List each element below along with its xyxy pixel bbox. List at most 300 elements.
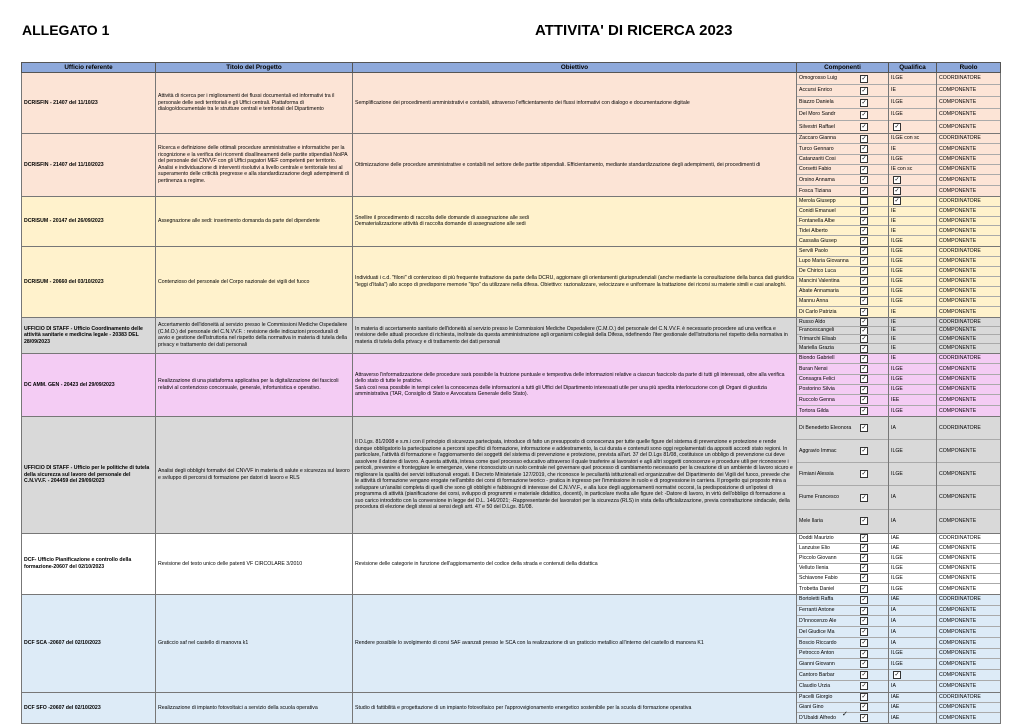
- qualifica-text: IAE: [891, 714, 900, 721]
- qualifica-value: [889, 247, 936, 257]
- ruolo-value: COMPONENTE: [939, 518, 977, 525]
- ruolo-value: COORDINATORE: [937, 197, 1000, 207]
- ruolo-value: COMPONENTE: [937, 277, 1000, 287]
- checkbox-icon[interactable]: ✓: [861, 545, 867, 552]
- ruolo-cell: [937, 416, 1001, 533]
- ruolo-value: COMPONENTE: [939, 714, 977, 721]
- qualifica-text: ILGE: [891, 386, 903, 393]
- ruolo-cell: [937, 692, 1001, 723]
- componente-entry: [797, 207, 888, 217]
- titolo-cell: Realizzazione di impianto fotovoltaici a servizio della scuola operativa: [156, 692, 353, 723]
- qualifica-text: IA: [891, 683, 896, 690]
- ruolo-value: COMPONENTE: [937, 440, 1000, 463]
- componenti-cell: [797, 353, 889, 416]
- componente-name: Fontanella Albe: [799, 217, 835, 224]
- qualifica-value: [889, 510, 936, 533]
- ruolo-cell: [937, 73, 1001, 134]
- qualifica-checkbox-icon[interactable]: ✓: [894, 176, 900, 183]
- componente-name: Turco Gennaro: [799, 145, 834, 152]
- componente-name: De Chirico Luca: [799, 268, 836, 275]
- checkbox-icon[interactable]: ✓: [861, 639, 867, 646]
- qualifica-text: IAE: [891, 704, 900, 710]
- qualifica-value: [889, 344, 936, 353]
- componente-name: Di Carlo Patrizia: [799, 308, 837, 315]
- qualifica-cell: [889, 246, 937, 317]
- ruolo-value: COMPONENTE: [939, 123, 977, 130]
- qualifica-checkbox-icon[interactable]: ✓: [894, 198, 900, 205]
- componente-name: Consagra Felici: [799, 376, 836, 383]
- componente-entry: [797, 627, 888, 638]
- componente-entry: [797, 277, 888, 287]
- componente-entry: [797, 649, 888, 660]
- componente-name: Servili Paolo: [799, 248, 828, 255]
- qualifica-cell: [889, 692, 937, 723]
- componente-name: Fimiani Alessia: [799, 471, 834, 478]
- qualifica-text: IE: [891, 145, 896, 152]
- qualifica-value: [889, 175, 936, 185]
- componente-entry: [797, 97, 888, 109]
- qualifica-text: IE: [891, 327, 896, 334]
- qualifica-text: IE: [891, 308, 896, 315]
- qualifica-text: IA: [891, 518, 896, 525]
- componente-entry: [797, 247, 888, 257]
- qualifica-value: [889, 257, 936, 267]
- componente-entry: [797, 574, 888, 584]
- ruolo-value: COMPONENTE: [937, 257, 1000, 267]
- qualifica-value: [889, 144, 936, 154]
- table-row: [22, 196, 1001, 246]
- checkbox-icon[interactable]: ✓: [861, 227, 867, 234]
- qualifica-text: ILGE: [891, 447, 903, 454]
- componente-entry: [797, 616, 888, 627]
- ruolo-cell: [937, 533, 1001, 594]
- qualifica-text: ILGE: [891, 585, 903, 592]
- ruolo-cell: [937, 134, 1001, 197]
- checkbox-icon[interactable]: ✓: [861, 268, 867, 275]
- qualifica-value: [889, 297, 936, 307]
- qualifica-text: ILGE: [891, 298, 903, 305]
- componente-name: Cantoro Barbar: [799, 671, 835, 678]
- qualifica-text: IE: [891, 336, 896, 343]
- table-row: [22, 134, 1001, 197]
- ufficio-cell: UFFICIO DI STAFF - Ufficio Coordinamento delle attività sanitarie e medicina legale - 20383 DEL 28/09/2023: [22, 317, 156, 353]
- titolo-cell: Attività di ricerca per i miglioramenti dei flussi documentali ed informativi tra il personale delle sedi territoriali e gli Uffici centrali. Piattaforma di dialogo/documentale tra le strutture centrali e territoriali del Dipartimento: [156, 73, 353, 134]
- componente-name: Mariella Grazia: [799, 345, 834, 352]
- checkbox-icon[interactable]: ✓: [861, 376, 867, 383]
- componente-name: Fiume Francesco: [799, 494, 840, 501]
- checkbox-icon[interactable]: ✓: [861, 135, 867, 142]
- componenti-cell: [797, 196, 889, 246]
- componente-entry: [797, 364, 888, 374]
- qualifica-cell: [889, 594, 937, 692]
- componenti-cell: [797, 134, 889, 197]
- checkbox-icon[interactable]: ✓: [861, 518, 867, 525]
- componente-entry: [797, 406, 888, 416]
- checkbox-icon[interactable]: [860, 197, 868, 205]
- qualifica-text: ILGE: [891, 258, 903, 265]
- qualifica-text: ILGE: [891, 575, 903, 582]
- qualifica-value: [889, 97, 936, 109]
- componente-name: Biondo Gabriell: [799, 355, 835, 362]
- col-componenti: Componenti: [797, 63, 889, 73]
- ruolo-cell: [937, 353, 1001, 416]
- qualifica-value: [889, 134, 936, 144]
- componente-entry: [797, 197, 888, 207]
- ufficio-cell: DCF- Ufficio Pianificazione e controllo della formazione-20607 del 02/10/2023: [22, 533, 156, 594]
- componente-name: Mele Ilaria: [799, 518, 823, 525]
- qualifica-text: IA: [891, 607, 896, 614]
- ruolo-value: COMPONENTE: [937, 175, 1000, 185]
- qualifica-checkbox-icon[interactable]: ✓: [894, 672, 900, 679]
- qualifica-value: [889, 217, 936, 227]
- qualifica-value: [889, 364, 936, 374]
- qualifica-value: [889, 574, 936, 584]
- qualifica-value: [889, 287, 936, 297]
- qualifica-cell: [889, 73, 937, 134]
- document-title: ATTIVITA' DI RICERCA 2023: [535, 22, 733, 39]
- ruolo-value: COMPONENTE: [937, 385, 1000, 395]
- checkbox-icon[interactable]: ✓: [861, 596, 867, 603]
- checkbox-icon[interactable]: ✓: [861, 365, 867, 372]
- ruolo-value: COMPONENTE: [937, 649, 1000, 660]
- table-header-row: [22, 63, 1001, 73]
- qualifica-value: [889, 375, 936, 385]
- componente-name: Giani Gino: [799, 704, 824, 710]
- checkbox-icon[interactable]: ✓: [861, 704, 867, 711]
- checkbox-icon[interactable]: ✓: [861, 565, 867, 572]
- checkbox-icon[interactable]: ✓: [861, 355, 867, 362]
- qualifica-value: [889, 417, 936, 440]
- qualifica-value: [889, 236, 936, 246]
- qualifica-text: ILGE: [891, 156, 903, 163]
- qualifica-value: [889, 486, 936, 509]
- checkbox-icon[interactable]: ✓: [861, 248, 867, 255]
- componente-name: Russo Aldo: [799, 318, 826, 325]
- qualifica-text: IA: [891, 639, 896, 646]
- qualifica-text: IE con sc: [891, 166, 913, 173]
- table-row: [22, 533, 1001, 594]
- qualifica-value: [889, 327, 936, 336]
- qualifica-value: [889, 85, 936, 97]
- qualifica-text: IE: [891, 227, 896, 234]
- titolo-cell: Assegnazione alle sedi: inserimento domanda da parte del dipendente: [156, 196, 353, 246]
- qualifica-text: IA: [891, 628, 896, 635]
- qualifica-value: [889, 73, 936, 85]
- qualifica-value: [889, 406, 936, 416]
- ruolo-cell: [937, 594, 1001, 692]
- componente-entry: [797, 670, 888, 681]
- obiettivo-cell: Individuati i c.d. "filoni" di contenzioso di più frequente trattazione da parte della DCRU, aggiornare gli orientamenti giurisprudenziali (anche mediante la consultazione della banca dati giuridica "leggi d'Italia") allo scopo di predisporre memorie "tipo" da utilizzare nella difesa. Obiettivo: razionalizzare, velocizzare e uniformare la trattazione dei ricorsi su materie simili e casi analoghi.: [353, 246, 797, 317]
- qualifica-value: [889, 627, 936, 638]
- checkbox-icon[interactable]: ✓: [861, 407, 867, 414]
- checkbox-icon[interactable]: ✓: [861, 585, 867, 592]
- checkbox-icon[interactable]: ✓: [861, 683, 867, 690]
- table-row: [22, 416, 1001, 533]
- obiettivo-cell: Ottimizzazione delle procedure amministrative e contabili nel settore delle partite stipendiali. Efficientamento, mediante standardizzazione degli adempimenti, dei procedimenti di: [353, 134, 797, 197]
- titolo-cell: Contenzioso del personale del Corpo nazionale dei vigili del fuoco: [156, 246, 353, 317]
- componente-name: D'Innocenzo Ale: [799, 618, 837, 625]
- ruolo-value: COORDINATORE: [937, 595, 1000, 606]
- checkbox-icon[interactable]: ✓: [861, 208, 867, 215]
- col-ufficio: Ufficio referente: [22, 63, 156, 73]
- componente-entry: [797, 584, 888, 594]
- componente-entry: [797, 554, 888, 564]
- titolo-cell: Realizzazione di una piattaforma applicativa per la digitalizzazione dei fascicoli relativi al contenzioso concorsuale, generale, infortunistica e operativo.: [156, 353, 353, 416]
- checkbox-icon[interactable]: ✓: [861, 75, 867, 82]
- componente-entry: [797, 73, 888, 85]
- componente-entry: [797, 638, 888, 649]
- qualifica-text: IAE: [891, 535, 900, 542]
- checkbox-icon[interactable]: ✓: [861, 145, 867, 152]
- componente-entry: [797, 693, 888, 703]
- qualifica-value: [889, 318, 936, 327]
- checkbox-icon[interactable]: ✓: [861, 555, 867, 562]
- checkbox-icon[interactable]: ✓: [861, 318, 867, 325]
- table-row: [22, 246, 1001, 317]
- componente-name: Fosca Tiziana: [799, 187, 832, 194]
- ruolo-value: COMPONENTE: [937, 574, 1000, 584]
- componenti-cell: [797, 594, 889, 692]
- qualifica-checkbox-icon[interactable]: ✓: [894, 187, 900, 194]
- qualifica-text: IE: [891, 345, 896, 352]
- ruolo-value: COORDINATORE: [937, 134, 1000, 144]
- qualifica-value: [889, 564, 936, 574]
- componente-name: Del Moro Sandr: [799, 111, 836, 118]
- ruolo-value: COMPONENTE: [939, 585, 977, 592]
- qualifica-value: [889, 713, 936, 723]
- checkbox-icon[interactable]: ✓: [861, 298, 867, 305]
- checkbox-icon[interactable]: ✓: [861, 187, 867, 194]
- componente-entry: [797, 109, 888, 121]
- qualifica-text: ILGE: [891, 650, 903, 657]
- componente-entry: [797, 165, 888, 175]
- checkbox-icon[interactable]: ✓: [861, 111, 867, 118]
- qualifica-text: IE: [891, 87, 896, 94]
- ruolo-value: COMPONENTE: [937, 670, 1000, 681]
- ruolo-value: COMPONENTE: [937, 109, 1000, 121]
- componente-entry: [797, 375, 888, 385]
- ruolo-value: COORDINATORE: [937, 318, 1000, 327]
- componente-entry: [797, 395, 888, 405]
- componente-name: Buran Nensi: [799, 365, 828, 372]
- componente-name: Mancini Valentina: [799, 278, 840, 285]
- table-row: [22, 317, 1001, 353]
- componente-name: Catanzariti Cosi: [799, 156, 836, 163]
- checkbox-icon[interactable]: ✓: [861, 258, 867, 265]
- obiettivo-cell: Semplificazione dei procedimenti amministrativi e contabili, attraverso l'efficientamento dei flussi informativi con dialogo e documentazione digitale: [353, 73, 797, 134]
- checkbox-icon[interactable]: ✓: [861, 278, 867, 285]
- qualifica-text: IE: [891, 207, 896, 214]
- componente-name: Omogrosso Luig: [799, 75, 838, 82]
- componente-entry: [797, 134, 888, 144]
- obiettivo-cell: Attraverso l'informatizzazione delle procedure sarà possibile la fruizione puntuale e tempestiva delle informazioni relative a ciascun fascicolo da parte di tutti gli interessati, oltre alla verifica dello stato di tutte le pratiche. Sarà così resa possibile in tempi celeri la conoscenza delle informazioni a tutti gli Uffici del Dipartimento interessati utile per una più spedita interlocuzione con gli Organi di giustizia amministrativa (TAR, Consiglio di Stato e Avvocatura Generale dello Stato).: [353, 353, 797, 416]
- checkbox-icon[interactable]: ✓: [861, 629, 867, 636]
- checkbox-icon[interactable]: ✓: [861, 288, 867, 295]
- qualifica-cell: [889, 353, 937, 416]
- checkbox-icon[interactable]: ✓: [861, 535, 867, 542]
- qualifica-text: IEE: [891, 396, 900, 403]
- qualifica-text: ILGE: [891, 471, 903, 478]
- ruolo-value: COMPONENTE: [937, 606, 1000, 617]
- componente-name: Orsino Annama: [799, 176, 835, 183]
- componente-entry: [797, 417, 888, 440]
- componente-name: Mannu Anna: [799, 298, 829, 305]
- ruolo-value: COMPONENTE: [937, 638, 1000, 649]
- table-row: [22, 73, 1001, 134]
- checkbox-icon[interactable]: ✓: [861, 386, 867, 393]
- componente-name: Petrocco Anton: [799, 650, 835, 657]
- qualifica-text: ILGE: [891, 365, 903, 372]
- componente-name: Doddi Maurizio: [799, 535, 834, 542]
- ruolo-value: COMPONENTE: [937, 554, 1000, 564]
- ufficio-cell: DCF SFO -20607 del 02/10/2023: [22, 692, 156, 723]
- qualifica-checkbox-icon[interactable]: ✓: [894, 124, 900, 130]
- ufficio-cell: DCRISUM - 20660 del 03/10/2023: [22, 246, 156, 317]
- ufficio-cell: DC AMM. GEN - 20423 del 29/09/2023: [22, 353, 156, 416]
- componente-name: Trobetta Daniel: [799, 585, 835, 592]
- componente-entry: [797, 681, 888, 692]
- ruolo-value: COMPONENTE: [937, 486, 1000, 509]
- qualifica-value: [889, 186, 936, 196]
- componente-entry: [797, 354, 888, 364]
- ruolo-value: COORDINATORE: [937, 417, 1000, 440]
- checkbox-icon[interactable]: ✓: [861, 238, 867, 245]
- componente-entry: [797, 307, 888, 317]
- qualifica-value: [889, 584, 936, 594]
- qualifica-text: ILGE: [891, 268, 903, 275]
- qualifica-value: [889, 670, 936, 681]
- qualifica-value: [889, 534, 936, 544]
- checkbox-icon[interactable]: ✓: [861, 471, 867, 478]
- componente-entry: [797, 534, 888, 544]
- componenti-cell: [797, 73, 889, 134]
- componente-entry: [797, 440, 888, 463]
- checkbox-icon[interactable]: ✓: [861, 345, 867, 352]
- checkbox-icon[interactable]: ✓: [861, 425, 867, 432]
- qualifica-text: IA: [891, 618, 896, 625]
- allegato-label: ALLEGATO 1: [22, 22, 110, 38]
- componente-name: Velluto Ilenia: [799, 565, 829, 572]
- ruolo-value: COMPONENTE: [937, 627, 1000, 638]
- qualifica-text: ILGE: [891, 555, 903, 562]
- checkbox-icon[interactable]: ✓: [861, 694, 867, 701]
- qualifica-value: [889, 703, 936, 713]
- componente-name: Claudio Urzia: [799, 683, 831, 690]
- checkbox-icon[interactable]: ✓: [861, 166, 867, 173]
- ruolo-value: COORDINATORE: [937, 73, 1000, 85]
- table-row: [22, 692, 1001, 723]
- checkbox-icon[interactable]: ✓: [861, 396, 867, 403]
- componente-entry: [797, 595, 888, 606]
- checkbox-icon[interactable]: ✓: [861, 661, 867, 668]
- componente-entry: [797, 486, 888, 509]
- ruolo-value: COMPONENTE: [937, 267, 1000, 277]
- checkbox-icon[interactable]: ✓: [861, 217, 867, 224]
- qualifica-value: [889, 616, 936, 627]
- componente-entry: [797, 606, 888, 617]
- componente-name: Ruccolo Genna: [799, 396, 835, 403]
- ruolo-value: COMPONENTE: [937, 327, 1000, 336]
- checkbox-icon[interactable]: ✓: [861, 714, 867, 721]
- checkbox-icon[interactable]: ✓: [861, 176, 867, 183]
- checkbox-icon[interactable]: ✓: [861, 336, 867, 343]
- checkbox-icon[interactable]: ✓: [861, 87, 867, 94]
- componente-entry: [797, 121, 888, 133]
- componente-entry: [797, 335, 888, 344]
- checkbox-icon[interactable]: ✓: [861, 575, 867, 582]
- ruolo-value: COMPONENTE: [939, 683, 977, 690]
- checkbox-icon[interactable]: ✓: [861, 156, 867, 163]
- qualifica-cell: [889, 317, 937, 353]
- ruolo-value: COMPONENTE: [939, 237, 977, 244]
- ruolo-value: COMPONENTE: [937, 97, 1000, 109]
- componente-entry: [797, 327, 888, 336]
- componente-name: Accursi Enrico: [799, 87, 833, 94]
- qualifica-text: IAE: [891, 545, 900, 552]
- componente-entry: [797, 287, 888, 297]
- checkbox-icon[interactable]: ✓: [861, 124, 867, 130]
- qualifica-text: ILGE: [891, 661, 903, 668]
- ruolo-value: COMPONENTE: [937, 395, 1000, 405]
- titolo-cell: Revisione del testo unico delle patenti VF CIRCOLARE 3/2010: [156, 533, 353, 594]
- qualifica-value: [889, 226, 936, 236]
- checkbox-icon[interactable]: ✓: [861, 650, 867, 657]
- qualifica-text: IAE: [891, 694, 900, 700]
- componente-entry: [797, 564, 888, 574]
- qualifica-text: ILGE con sc: [891, 135, 920, 142]
- checkbox-icon[interactable]: ✓: [861, 494, 867, 501]
- qualifica-text: IAE: [891, 596, 900, 603]
- research-table: [21, 62, 1001, 724]
- qualifica-value: [889, 121, 936, 133]
- qualifica-value: [889, 681, 936, 692]
- ruolo-value: COORDINATORE: [937, 247, 1000, 257]
- checkbox-icon[interactable]: ✓: [861, 327, 867, 334]
- checkbox-icon[interactable]: ✓: [861, 618, 867, 625]
- componente-entry: [797, 463, 888, 486]
- checkbox-icon[interactable]: ✓: [861, 672, 867, 679]
- qualifica-text: IA: [891, 424, 896, 431]
- qualifica-text: ILGE: [891, 75, 903, 82]
- checkbox-icon[interactable]: ✓: [861, 448, 867, 455]
- componente-name: Abate Annamaria: [799, 288, 839, 295]
- qualifica-cell: [889, 416, 937, 533]
- checkbox-icon[interactable]: ✓: [861, 99, 867, 106]
- table-row: [22, 594, 1001, 692]
- componenti-cell: [797, 416, 889, 533]
- qualifica-text: IE: [891, 318, 896, 325]
- componente-name: Trimarchi Elisab: [799, 336, 836, 343]
- obiettivo-cell: Revisione delle categorie in funzione dell'aggiornamento del codice della strada e contenuti della didattica: [353, 533, 797, 594]
- checkbox-icon[interactable]: ✓: [861, 607, 867, 614]
- componente-entry: [797, 186, 888, 196]
- qualifica-text: ILGE: [891, 278, 903, 285]
- ruolo-value: COMPONENTE: [937, 155, 1000, 165]
- qualifica-value: [889, 544, 936, 554]
- obiettivo-cell: Snellire il procedimento di raccolta delle domande di assegnazione alle sedi Dematerializzazione attività di raccolta domande di assegnazione alle sedi: [353, 196, 797, 246]
- obiettivo-cell: Studio di fattibilità e progettazione di un impianto fotovoltaico per l'approvvigionamento energetico sostenibile per la scuola di formazione operativa: [353, 692, 797, 723]
- ruolo-value: COMPONENTE: [939, 187, 977, 194]
- qualifica-value: [889, 165, 936, 175]
- componente-name: Tidei Alberto: [799, 227, 828, 234]
- componente-entry: [797, 217, 888, 227]
- componente-name: Pacelli Giorgio: [799, 694, 833, 700]
- checkbox-icon[interactable]: ✓: [861, 308, 867, 315]
- qualifica-text: ILGE: [891, 99, 903, 106]
- obiettivo-cell: In materia di accertamento sanitario dell'idoneità al servizio presso le Commissioni Mediche Ospedaliere (C.M.O.) del personale del C.N.VV.F. è necessario procedere ad una verifica e revisione delle attuali procedure di richiesta, inoltrate da questa amministrazione agli organismi collegiali della Difesa, ridefinendo l'iter gestionale dell'istruttoria nel rispetto della normativa in materia di tutela della privacy e di trattamento dei dati personali: [353, 317, 797, 353]
- qualifica-value: [889, 395, 936, 405]
- qualifica-text: ILGE: [891, 407, 903, 414]
